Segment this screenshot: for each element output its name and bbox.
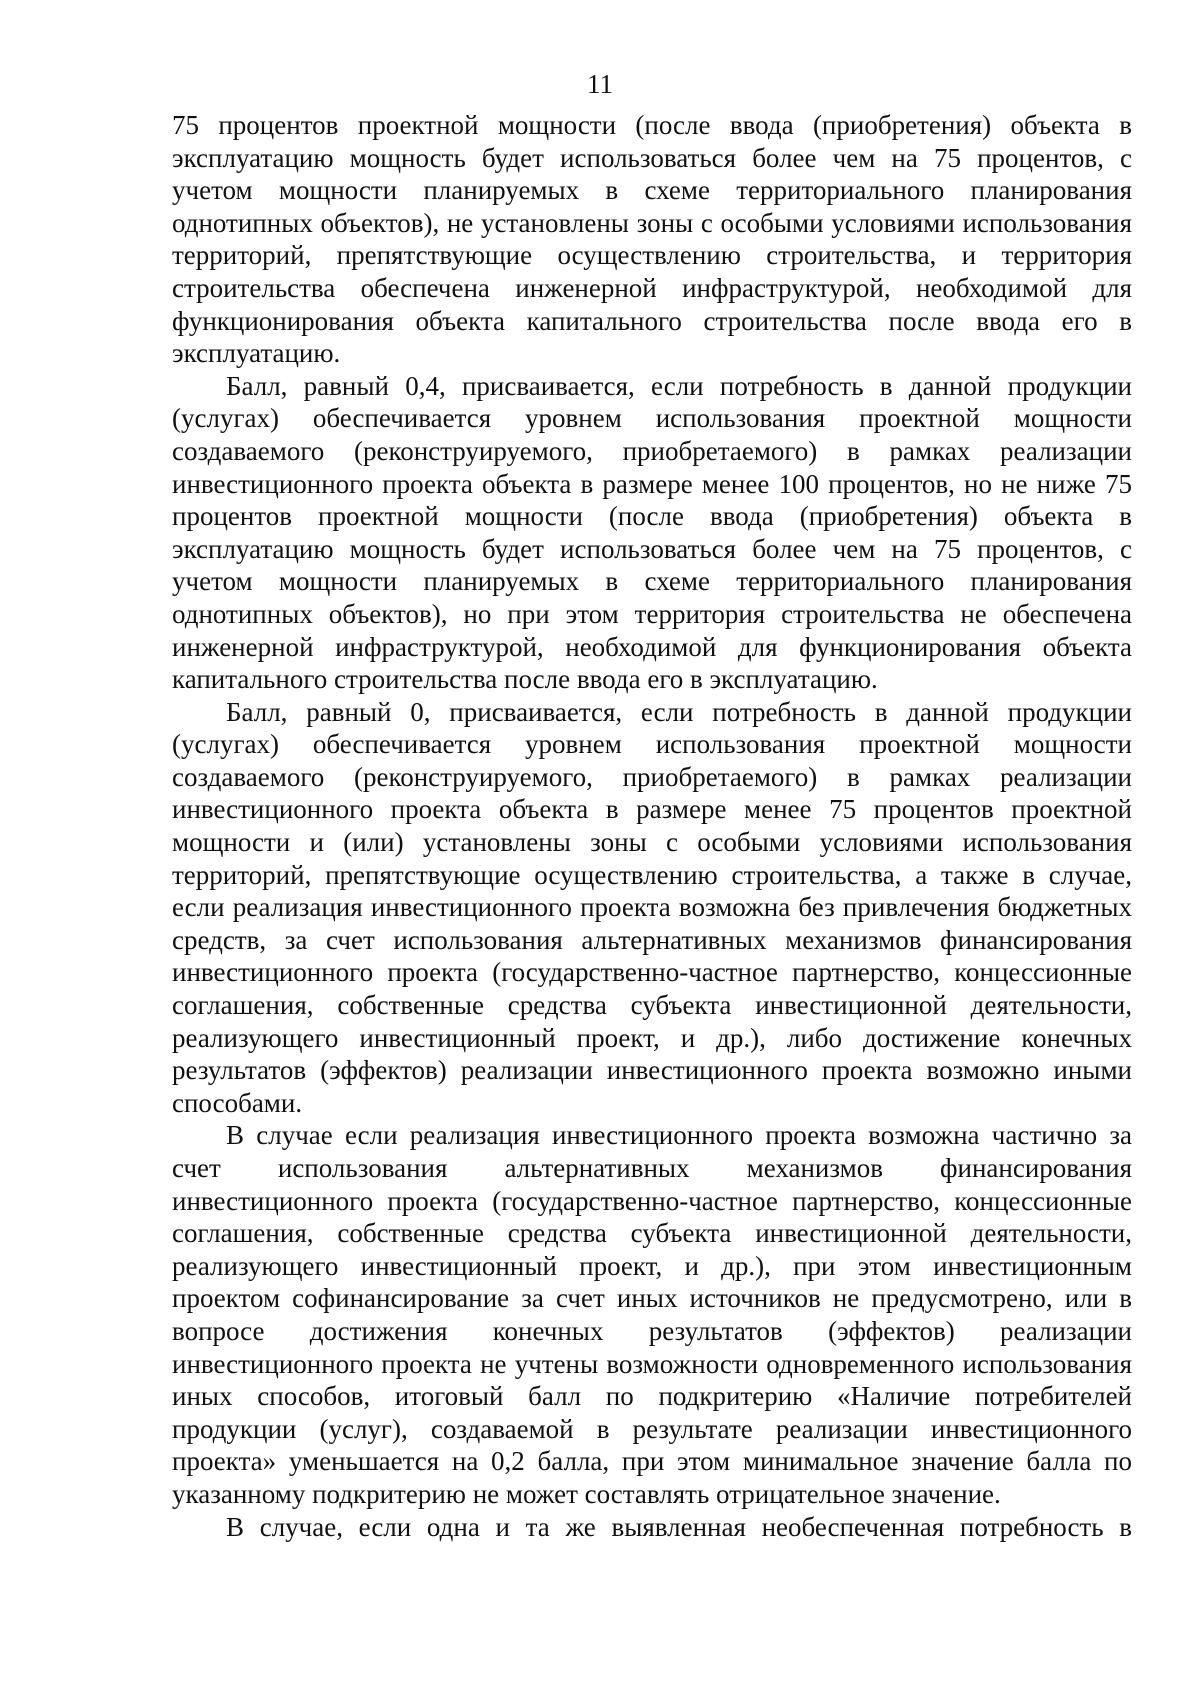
paragraph-score-0: Балл, равный 0, присваивается, если потребность в данной продукции (услугах) обеспечивается уровнем использования проектной мощности создаваемого (реконструируемого, приобретаемого) в рамках реализации инвестиционного проекта объекта в размере менее 75 процентов проектной мощности и (или) установлены зоны с особыми условиями использования территорий, препятствующие осуществлению строительства, а также в случае, если реализация инвестиционного проекта возможна без привлечения бюджетных средств, за счет использования альтернативных механизмов финансирования инвестиционного проекта (государственно-частное партнерство, концессионные соглашения, собственные средства субъекта инвестиционной деятельности, реализующего инвестиционный проект, и др.), либо достижение конечных результатов (эффектов) реализации инвестиционного проекта возможно иными способами.	[172, 696, 1132, 1118]
paragraph-score-0-4: Балл, равный 0,4, присваивается, если потребность в данной продукции (услугах) обеспечивается уровнем использования проектной мощности создаваемого (реконструируемого, приобретаемого) в рамках реализации инвестиционного проекта объекта в размере менее 100 процентов, но не ниже 75 процентов проектной мощности (после ввода (приобретения) объекта в эксплуатацию мощность будет использоваться более чем на 75 процентов, с учетом мощности планируемых в схеме территориального планирования однотипных объектов), но при этом территория строительства не обеспечена инженерной инфраструктурой, необходимой для функционирования объекта капитального строительства после ввода его в эксплуатацию.	[172, 370, 1132, 695]
paragraph-partial-financing: В случае если реализация инвестиционного проекта возможна частично за счет использования альтернативных механизмов финансирования инвестиционного проекта (государственно-частное партнерство, концессионные соглашения, собственные средства субъекта инвестиционной деятельности, реализующего инвестиционный проект, и др.), при этом инвестиционным проектом софинансирование за счет иных источников не предусмотрено, или в вопросе достижения конечных результатов (эффектов) реализации инвестиционного проекта не учтены возможности одновременного использования иных способов, итоговый балл по подкритерию «Наличие потребителей продукции (услуг), создаваемой в результате реализации инвестиционного проекта» уменьшается на 0,2 балла, при этом минимальное значение балла по указанному подкритерию не может составлять отрицательное значение.	[172, 1120, 1132, 1509]
paragraph-duplicate-need: В случае, если одна и та же выявленная необеспеченная потребность в	[226, 1511, 1132, 1542]
page-number: 11	[587, 69, 613, 99]
document-body	[172, 109, 1132, 1543]
paragraph-continuation: 75 процентов проектной мощности (после ввода (приобретения) объекта в эксплуатацию мощность будет использоваться более чем на 75 процентов, с учетом мощности планируемых в схеме территориального планирования однотипных объектов), не установлены зоны с особыми условиями использования территорий, препятствующие осуществлению строительства, и территория строительства обеспечена инженерной инфраструктурой, необходимой для функционирования объекта капитального строительства после ввода его в эксплуатацию.	[172, 110, 1132, 369]
